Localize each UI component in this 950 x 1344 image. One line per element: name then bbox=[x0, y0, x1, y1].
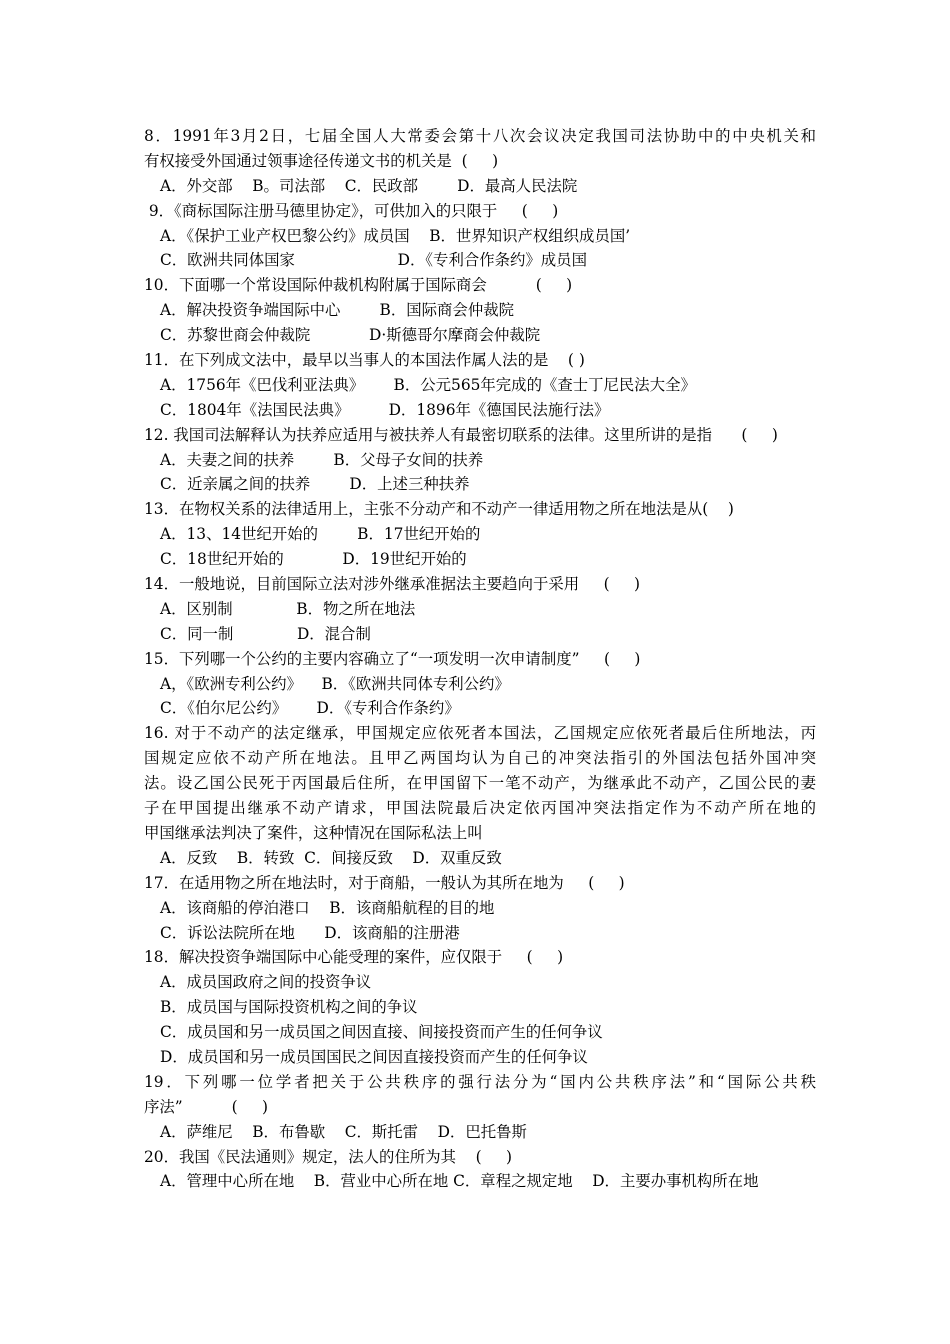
question-text: 甲国继承法判决了案件，这种情况在国际私法上叫 bbox=[144, 823, 483, 842]
question-text: 9．《商标国际注册马德里协定》，可供加入的只限于 ( ) bbox=[144, 201, 559, 220]
question-13 bbox=[144, 497, 816, 572]
question-19 bbox=[144, 1070, 816, 1145]
answer-options: A．萨维尼 B．布鲁歇 C．斯托雷 D．巴托鲁斯 bbox=[160, 1122, 527, 1141]
question-12 bbox=[144, 423, 816, 498]
answer-options: B．成员国与国际投资机构之间的争议 bbox=[160, 998, 418, 1017]
question-text: 序法” ( ) bbox=[144, 1097, 269, 1116]
question-17 bbox=[144, 871, 816, 946]
question-text: 11．在下列成文法中，最早以当事人的本国法作属人法的是 ( ) bbox=[144, 351, 585, 370]
question-14 bbox=[144, 572, 816, 647]
question-text: 法。设乙国公民死于丙国最后住所，在甲国留下一笔不动产，为继承此不动产，乙国公民的妻 bbox=[144, 774, 816, 793]
answer-options: C．成员国和另一成员国之间因直接、间接投资而产生的任何争议 bbox=[160, 1023, 603, 1042]
answer-options: C．1804年《法国民法典》 D．1896年《德国民法施行法》 bbox=[160, 400, 610, 419]
question-text: 子在甲国提出继承不动产请求，甲国法院最后决定依丙国冲突法指定作为不动产所在地的 bbox=[144, 799, 816, 818]
answer-options: A．管理中心所在地 B．营业中心所在地 C．章程之规定地 D．主要办事机构所在地 bbox=[160, 1172, 759, 1191]
answer-options: A．反致 B．转致 C．间接反致 D．双重反致 bbox=[160, 848, 502, 867]
answer-options: A．《保护工业产权巴黎公约》成员国 B．世界知识产权组织成员国’ bbox=[160, 226, 631, 245]
question-text: 17．在适用物之所在地法时，对于商船，一般认为其所在地为 ( ) bbox=[144, 873, 625, 892]
question-text: 18．解决投资争端国际中心能受理的案件，应仅限于 ( ) bbox=[144, 948, 564, 967]
question-20 bbox=[144, 1145, 816, 1195]
question-text: 8．1991年3月2日，七届全国人大常委会第十八次会议决定我国司法协助中的中央机关和 bbox=[144, 127, 816, 145]
answer-options: A．外交部 B。司法部 C．民政部 D．最高人民法院 bbox=[160, 176, 578, 195]
answer-options: C．近亲属之间的扶养 D．上述三种扶养 bbox=[160, 475, 470, 494]
question-10 bbox=[144, 273, 816, 348]
question-text: 12. 我国司法解释认为扶养应适用与被扶养人有最密切联系的法律。这里所讲的是指 ( ) bbox=[144, 425, 778, 444]
question-8 bbox=[144, 124, 816, 199]
question-text: 10．下面哪一个常设国际仲裁机构附属于国际商会 ( ) bbox=[144, 276, 573, 295]
exam-page bbox=[144, 124, 816, 1194]
question-text: 19．下列哪一位学者把关于公共秩序的强行法分为“国内公共秩序法”和“国际公共秩 bbox=[144, 1072, 816, 1091]
question-11 bbox=[144, 348, 816, 423]
answer-options: A．解决投资争端国际中心 B．国际商会仲裁院 bbox=[160, 301, 514, 320]
question-18 bbox=[144, 945, 816, 1069]
question-15 bbox=[144, 647, 816, 722]
question-text: 有权接受外国通过领事途径传递文书的机关是 ( ) bbox=[144, 151, 499, 170]
question-text: 国规定应依不动产所在地法。且甲乙两国均认为自己的冲突法指引的外国法包括外国冲突 bbox=[144, 749, 816, 768]
question-text: 13．在物权关系的法律适用上，主张不分动产和不动产一律适用物之所在地法是从( ) bbox=[144, 500, 734, 519]
question-text: 16. 对于不动产的法定继承，甲国规定应依死者本国法，乙国规定应依死者最后住所地法，丙 bbox=[144, 724, 816, 743]
answer-options: C．苏黎世商会仲裁院 D·斯德哥尔摩商会仲裁院 bbox=[160, 326, 541, 345]
answer-options: D．成员国和另一成员国国民之间因直接投资而产生的任何争议 bbox=[160, 1047, 588, 1066]
answer-options: A．区别制 B．物之所在地法 bbox=[160, 599, 416, 618]
question-9 bbox=[144, 199, 816, 274]
answer-options: A．该商船的停泊港口 B．该商船航程的目的地 bbox=[160, 898, 495, 917]
answer-options: A，《欧洲专利公约》 B．《欧洲共同体专利公约》 bbox=[160, 674, 510, 693]
question-text: 14．一般地说，目前国际立法对涉外继承准据法主要趋向于采用 ( ) bbox=[144, 575, 641, 594]
question-text: 20．我国《民法通则》规定，法人的住所为其 ( ) bbox=[144, 1147, 513, 1166]
question-16 bbox=[144, 721, 816, 870]
answer-options: A．13、14世纪开始的 B．17世纪开始的 bbox=[160, 525, 481, 544]
question-text: 15．下列哪一个公约的主要内容确立了“一项发明一次申请制度” ( ) bbox=[144, 649, 641, 668]
answer-options: C．《伯尔尼公约》 D．《专利合作条约》 bbox=[160, 699, 460, 718]
answer-options: C．18世纪开始的 D．19世纪开始的 bbox=[160, 550, 467, 569]
answer-options: C．欧洲共同体国家 D．《专利合作条约》成员国 bbox=[160, 251, 587, 270]
answer-options: C．诉讼法院所在地 D．该商船的注册港 bbox=[160, 923, 460, 942]
answer-options: C．同一制 D．混合制 bbox=[160, 624, 371, 643]
answer-options: A．成员国政府之间的投资争议 bbox=[160, 973, 372, 992]
answer-options: A．1756年《巴伐利亚法典》 B．公元565年完成的《查士丁尼民法大全》 bbox=[160, 375, 696, 394]
answer-options: A．夫妻之间的扶养 B．父母子女间的扶养 bbox=[160, 450, 484, 469]
